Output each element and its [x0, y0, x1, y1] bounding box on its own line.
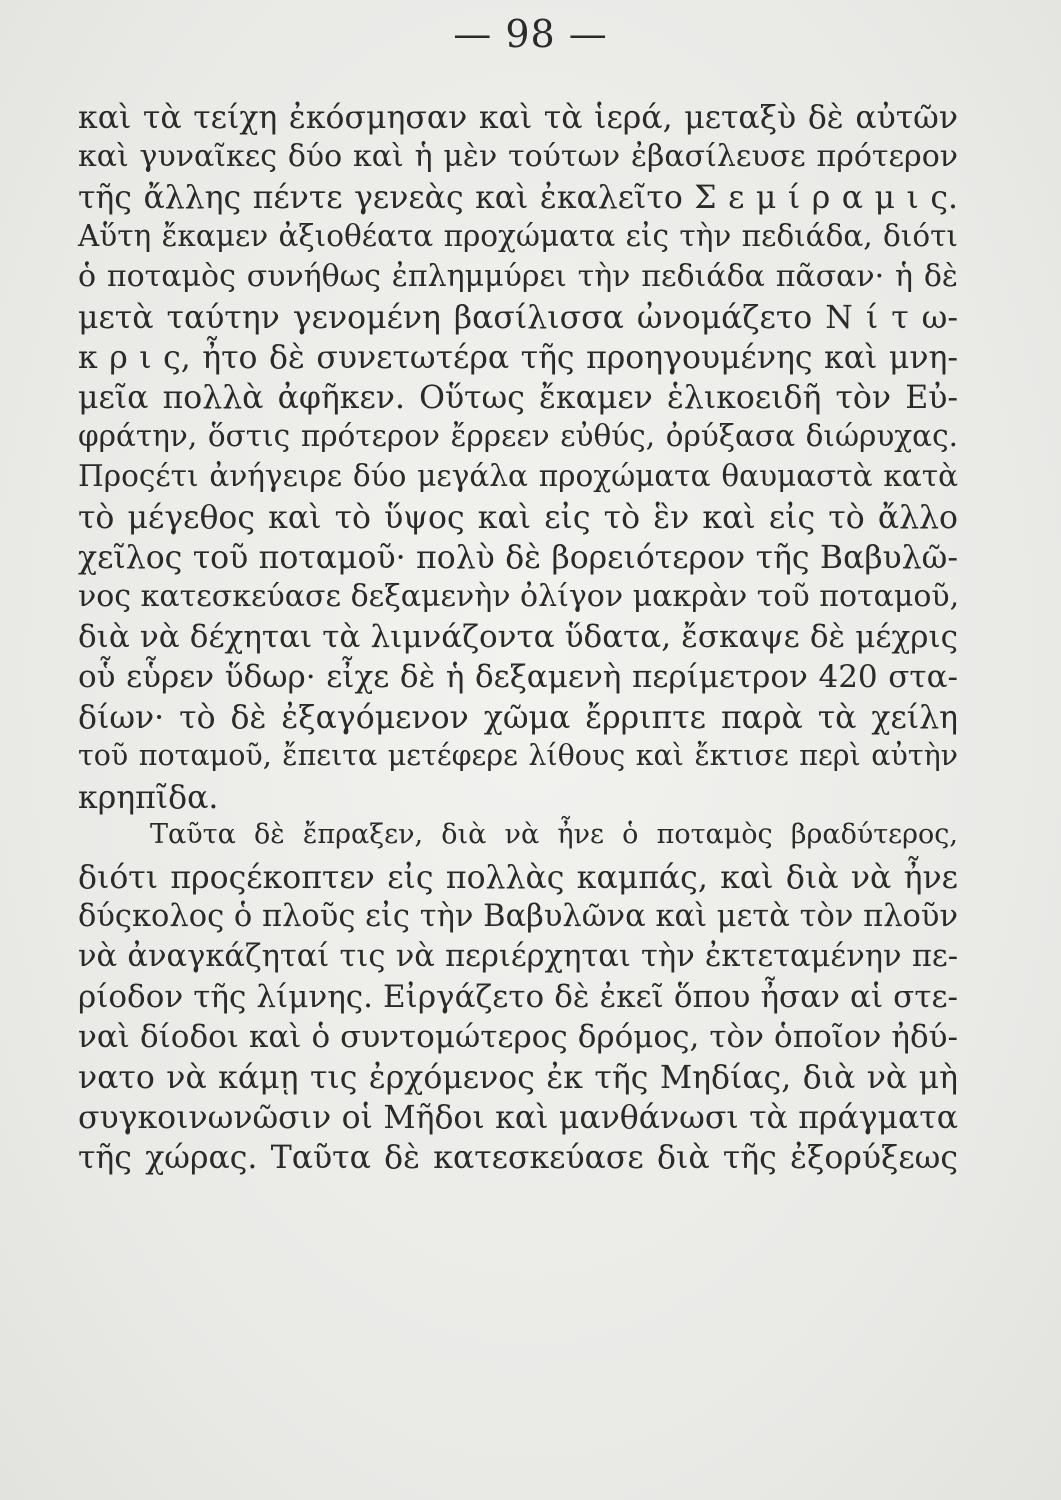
text-line: τῆς χώρας. Ταῦτα δὲ κατεσκεύασε διὰ τῆς ἐξορύξεως: [78, 1140, 958, 1176]
text-line: νὰ ἀναγκάζηταί τις νὰ περιέρχηται τὴν ἐκτεταμένην πε-: [78, 939, 958, 974]
text-line: ναὶ δίοδοι καὶ ὁ συντομώτερος δρόμος, τὸν ὁποῖον ἠδύ-: [78, 1019, 958, 1055]
text-line: φράτην, ὅστις πρότερον ἔρρεεν εὐθύς, ὀρύξασα διώρυχας.: [78, 419, 958, 453]
text-line: ρίοδον τῆς λίμνης. Εἰργάζετο δὲ ἐκεῖ ὅπου ἦσαν αἱ στε-: [78, 979, 958, 1015]
text-line: καὶ γυναῖκες δύο καὶ ἡ μὲν τούτων ἐβασίλευσε πρότερον: [78, 139, 958, 174]
text-line: τὸ μέγεθος καὶ τὸ ὕψος καὶ εἰς τὸ ἓν καὶ εἰς τὸ ἄλλο: [78, 500, 958, 536]
text-line: κρηπῖδα.: [78, 780, 219, 816]
text-line: Ταῦτα δὲ ἔπραξεν, διὰ νὰ ἦνε ὁ ποταμὸς βραδύτερος,: [150, 819, 958, 850]
text-line: κ ρ ι ς, ἦτο δὲ συνετωτέρα τῆς προηγουμένης καὶ μνη-: [78, 340, 958, 376]
text-line: τῆς ἄλλης πέντε γενεὰς καὶ ἐκαλεῖτο Σ ε μ ί ρ α μ ι ς.: [78, 180, 958, 216]
text-line: χεῖλος τοῦ ποταμοῦ· πολὺ δὲ βορειότερον τῆς Βαβυλῶ-: [78, 540, 958, 576]
text-line: τοῦ ποταμοῦ, ἔπειτα μετέφερε λίθους καὶ ἔκτισε περὶ αὐτὴν: [78, 739, 958, 772]
text-line: δίων· τὸ δὲ ἐξαγόμενον χῶμα ἔρριπτε παρὰ τὰ χείλη: [78, 700, 958, 736]
text-line: Προςέτι ἀνήγειρε δύο μεγάλα προχώματα θαυμαστὰ κατὰ: [78, 459, 958, 493]
text-line: νος κατεσκεύασε δεξαμενὴν ὀλίγον μακρὰν τοῦ ποταμοῦ,: [78, 579, 960, 614]
text-line: καὶ τὰ τείχη ἐκόσμησαν καὶ τὰ ἱερά, μεταξὺ δὲ αὐτῶν: [78, 100, 958, 136]
text-line: μεῖα πολλὰ ἀφῆκεν. Οὕτως ἔκαμεν ἑλικοειδῆ τὸν Εὐ-: [78, 380, 958, 416]
text-line: συγκοινωνῶσιν οἱ Μῆδοι καὶ μανθάνωσι τὰ πράγματα: [78, 1100, 958, 1136]
body-text: [78, 98, 958, 1178]
text-line: διότι προςέκοπτεν εἰς πολλὰς καμπάς, καὶ διὰ νὰ ἦνε: [78, 860, 958, 896]
text-line: οὗ εὗρεν ὕδωρ· εἶχε δὲ ἡ δεξαμενὴ περίμετρον 420 στα-: [78, 659, 958, 695]
text-line: διὰ νὰ δέχηται τὰ λιμνάζοντα ὕδατα, ἔσκαψε δὲ μέχρις: [78, 619, 958, 655]
page-number: — 98 —: [453, 12, 608, 56]
text-line: δύςκολος ὁ πλοῦς εἰς τὴν Βαβυλῶνα καὶ μετὰ τὸν πλοῦν: [78, 899, 958, 934]
text-line: μετὰ ταύτην γενομένη βασίλισσα ὠνομάζετο Ν ί τ ω-: [78, 300, 958, 336]
text-line: νατο νὰ κάμῃ τις ἐρχόμενος ἐκ τῆς Μηδίας, διὰ νὰ μὴ: [78, 1060, 958, 1096]
text-line: Αὕτη ἔκαμεν ἀξιοθέατα προχώματα εἰς τὴν πεδιάδα, διότι: [78, 219, 958, 253]
text-line: ὁ ποταμὸς συνήθως ἐπλημμύρει τὴν πεδιάδα πᾶσαν· ἡ δὲ: [78, 259, 958, 294]
